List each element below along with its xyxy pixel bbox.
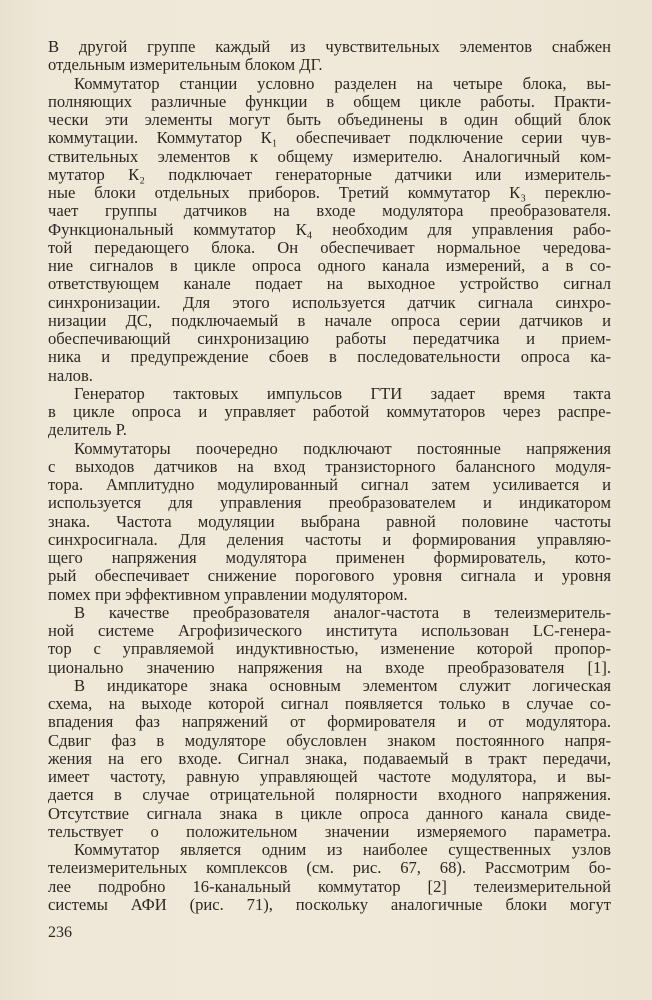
text-line: имеет частоту, равную управляющей частоте модулятора, и вы- [48, 767, 611, 786]
text-line: используется для управления преобразователем и индикатором [48, 493, 611, 513]
page-number: 236 [48, 924, 72, 941]
text-line: знака. Частота модуляции выбрана равной половине частоты [48, 511, 611, 531]
text-line: обеспечивающий синхронизацию работы передатчика и прием- [48, 329, 611, 348]
text-line: Сдвиг фаз в модуляторе обусловлен знаком постоянного напря- [48, 730, 611, 750]
text-line: ответствующем канале подает на выходное устройство сигнал [48, 274, 611, 294]
text-line: впадения фаз напряжений от формирователя и от модулятора. [48, 712, 611, 732]
text-line: полняющих различные функции в общем цикле работы. Практи- [48, 91, 611, 111]
text-line: Коммутатор станции условно разделен на четыре блока, вы- [74, 73, 611, 93]
text-line: жения на его входе. Сигнал знака, подаваемый в тракт передачи, [48, 748, 611, 768]
text-line: синхросигнала. Для деления частоты и формирования управляю- [48, 529, 611, 549]
text-line: щего напряжения модулятора применен формирователь, кото- [48, 548, 611, 567]
text-line: дается в случае отрицательной полярности входного напряжения. [48, 785, 611, 805]
text-line: Функциональный коммутатор К₄ необходим для управления рабо- [48, 219, 611, 239]
text-line: ствительных элементов к общему измерителю. Аналогичный ком- [48, 146, 611, 166]
text-line: той передающего блока. Он обеспечивает нормальное чередова- [48, 237, 611, 257]
text-line: коммутации. Коммутатор К₁ обеспечивает подключение серии чув- [48, 128, 611, 148]
text-line: ника и предупреждение сбоев в последовательности опроса ка- [48, 347, 611, 367]
text-line: тор с управляемой индуктивностью, изменение которой пропор- [48, 639, 611, 659]
text-line: В другой группе каждый из чувствительных элементов снабжен [48, 37, 611, 56]
text-line: тельствует о положительном значении измеряемого параметра. [48, 821, 611, 841]
text-line: Коммутатор является одним из наиболее существенных узлов [74, 840, 611, 859]
text-line: системы АФИ (рис. 71), поскольку аналогичные блоки могут [48, 894, 611, 914]
text-line: телеизмерительных комплексов (см. рис. 67, 68). Рассмотрим бо- [48, 858, 611, 878]
text-line: отдельным измерительным блоком ДГ. [48, 55, 323, 75]
text-line: Коммутаторы поочередно подключают постоянные напряжения [74, 438, 611, 458]
text-line: синхронизации. Для этого используется датчик сигнала синхро- [48, 292, 611, 312]
text-line: ние сигналов в цикле опроса одного канала измерений, а в со- [48, 256, 611, 275]
text-line: чает группы датчиков на входе модулятора преобразователя. [48, 201, 611, 221]
body-text [48, 38, 611, 914]
text-line: тора. Амплитудно модулированный сигнал затем усиливается и [48, 475, 611, 494]
text-line: рый обеспечивает снижение порогового уровня сигнала и уровня [48, 566, 611, 586]
text-line: чески эти элементы могут быть объединены в один общий блок [48, 110, 611, 129]
text-line: низации ДС, подключаемый в начале опроса серии датчиков и [48, 310, 611, 330]
text-line: делитель Р. [48, 420, 127, 440]
text-line: с выходов датчиков на вход транзисторного балансного модуля- [48, 456, 611, 476]
text-line: мутатор К₂ подключает генераторные датчики или измеритель- [48, 164, 611, 184]
text-line: В индикаторе знака основным элементом служит логическая [74, 675, 611, 695]
text-line: схема, на выходе которой сигнал появляется только в случае со- [48, 694, 611, 713]
text-line: Генератор тактовых импульсов ГТИ задает время такта [74, 383, 611, 403]
text-line: налов. [48, 365, 93, 385]
text-line: в цикле опроса и управляет работой коммутаторов через распре- [48, 402, 611, 421]
text-line: В качестве преобразователя аналог-частота в телеизмеритель- [74, 602, 611, 622]
text-line: Отсутствие сигнала знака в цикле опроса данного канала свиде- [48, 803, 611, 823]
text-line: ционально значению напряжения на входе преобразователя [1]. [48, 657, 611, 677]
text-line: помех при эффективном управлении модулятором. [48, 584, 408, 604]
text-line: ные блоки отдельных приборов. Третий коммутатор К₃ переклю- [48, 183, 611, 202]
text-line: лее подробно 16-канальный коммутатор [2] телеизмерительной [48, 876, 611, 896]
text-line: ной системе Агрофизического института использован LC-генера- [48, 621, 611, 640]
